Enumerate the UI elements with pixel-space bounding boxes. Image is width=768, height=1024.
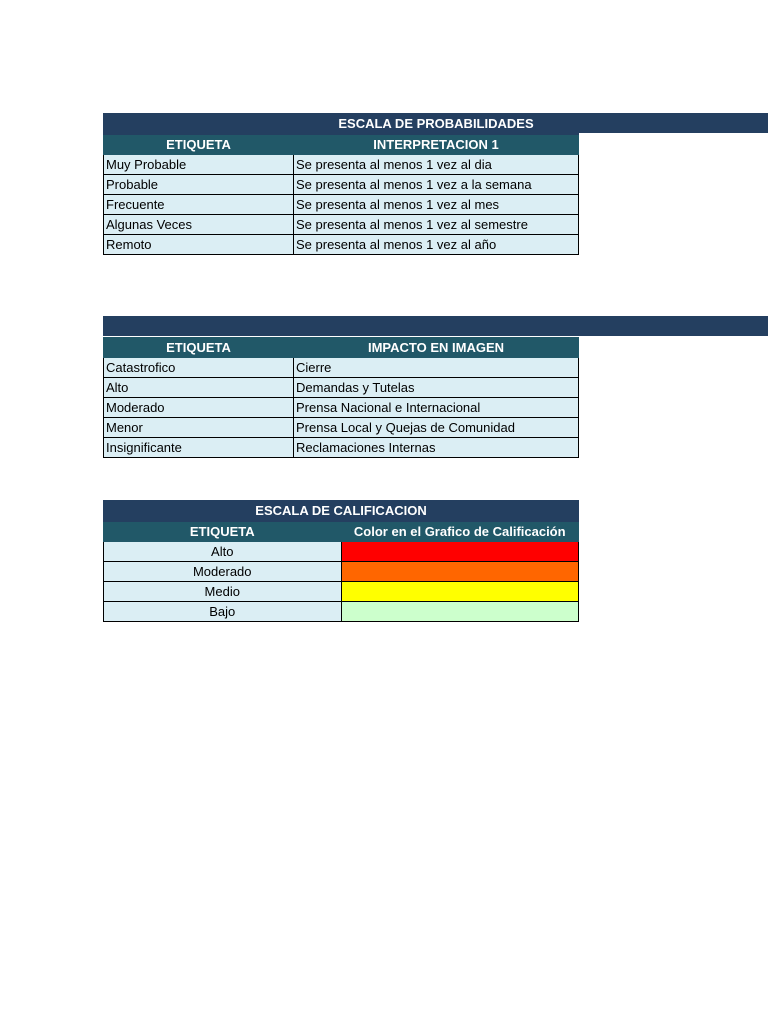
- etiqueta-cell: Insignificante: [104, 438, 294, 458]
- probabilidades-title: ESCALA DE PROBABILIDADES: [294, 114, 579, 135]
- impacto-table: [103, 337, 579, 458]
- table-row: [104, 582, 579, 602]
- etiqueta-cell: Frecuente: [104, 195, 294, 215]
- calificacion-header-color: Color en el Grafico de Calificación: [341, 522, 579, 542]
- table-row: [104, 562, 579, 582]
- impacto-cell: Cierre: [294, 358, 579, 378]
- impacto-header-impacto: IMPACTO EN IMAGEN: [294, 338, 579, 358]
- table-row: [104, 378, 579, 398]
- interpretacion-cell: Se presenta al menos 1 vez al dia: [294, 155, 579, 175]
- table-row: [104, 215, 579, 235]
- impacto-title-band: [103, 316, 768, 336]
- table-row: [104, 195, 579, 215]
- table-row: [104, 602, 579, 622]
- probabilidades-header-interpretacion: INTERPRETACION 1: [294, 135, 579, 155]
- color-swatch-cell: [341, 582, 579, 602]
- etiqueta-cell: Remoto: [104, 235, 294, 255]
- impacto-cell: Demandas y Tutelas: [294, 378, 579, 398]
- impacto-cell: Prensa Nacional e Internacional: [294, 398, 579, 418]
- calificacion-title-row: [104, 501, 579, 522]
- probabilidades-header-etiqueta: ETIQUETA: [104, 135, 294, 155]
- table-row: [104, 438, 579, 458]
- calificacion-title: ESCALA DE CALIFICACION: [104, 501, 579, 522]
- probabilidades-title-row: [104, 114, 579, 135]
- impacto-cell: Prensa Local y Quejas de Comunidad: [294, 418, 579, 438]
- color-swatch-cell: [341, 602, 579, 622]
- etiqueta-cell: Medio: [104, 582, 342, 602]
- impacto-header-row: [104, 338, 579, 358]
- etiqueta-cell: Algunas Veces: [104, 215, 294, 235]
- calificacion-header-etiqueta: ETIQUETA: [104, 522, 342, 542]
- etiqueta-cell: Catastrofico: [104, 358, 294, 378]
- calificacion-header-row: [104, 522, 579, 542]
- impacto-header-etiqueta: ETIQUETA: [104, 338, 294, 358]
- interpretacion-cell: Se presenta al menos 1 vez al mes: [294, 195, 579, 215]
- color-swatch-cell: [341, 562, 579, 582]
- table-row: [104, 418, 579, 438]
- probabilidades-title-band-extension: [579, 113, 768, 133]
- etiqueta-cell: Moderado: [104, 562, 342, 582]
- probabilidades-title-spacer: [104, 114, 294, 135]
- etiqueta-cell: Bajo: [104, 602, 342, 622]
- probabilidades-header-row: [104, 135, 579, 155]
- etiqueta-cell: Probable: [104, 175, 294, 195]
- etiqueta-cell: Menor: [104, 418, 294, 438]
- etiqueta-cell: Alto: [104, 378, 294, 398]
- etiqueta-cell: Moderado: [104, 398, 294, 418]
- table-row: [104, 542, 579, 562]
- table-row: [104, 398, 579, 418]
- etiqueta-cell: Alto: [104, 542, 342, 562]
- interpretacion-cell: Se presenta al menos 1 vez al año: [294, 235, 579, 255]
- table-row: [104, 175, 579, 195]
- calificacion-table: [103, 500, 579, 622]
- color-swatch-cell: [341, 542, 579, 562]
- etiqueta-cell: Muy Probable: [104, 155, 294, 175]
- probabilidades-table: [103, 113, 579, 255]
- impacto-cell: Reclamaciones Internas: [294, 438, 579, 458]
- table-row: [104, 155, 579, 175]
- interpretacion-cell: Se presenta al menos 1 vez al semestre: [294, 215, 579, 235]
- table-row: [104, 235, 579, 255]
- interpretacion-cell: Se presenta al menos 1 vez a la semana: [294, 175, 579, 195]
- table-row: [104, 358, 579, 378]
